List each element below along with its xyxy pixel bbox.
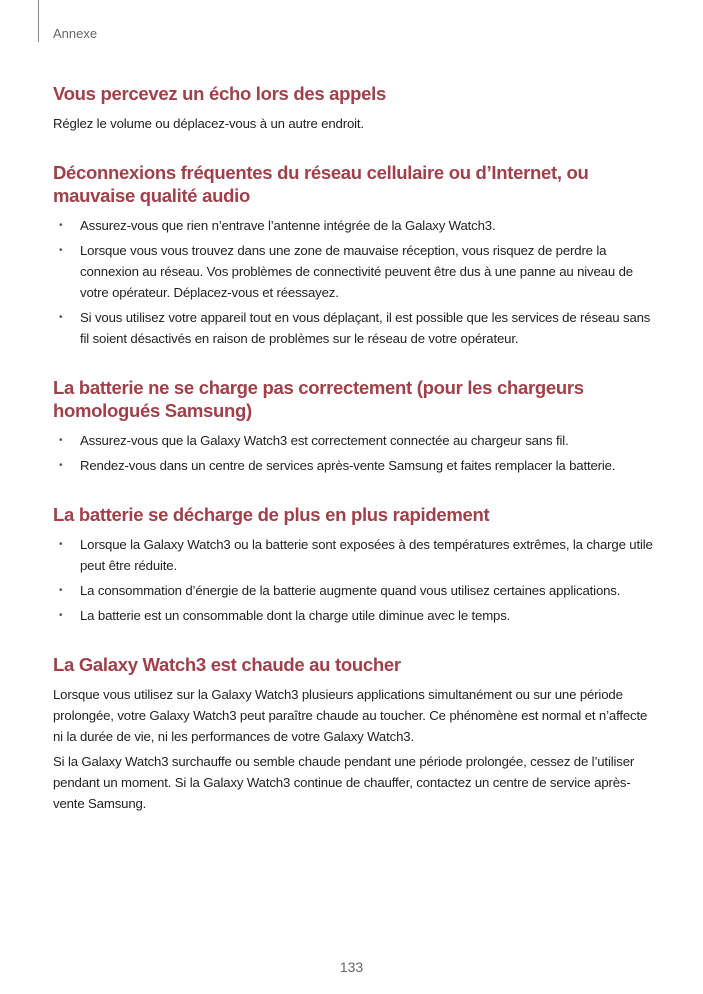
list-item: • Si vous utilisez votre appareil tout en vous déplaçant, il est possible que les services de réseau sans fil soient désactivés en raison de problèmes sur le réseau de votre opérateur.	[53, 307, 658, 349]
section-paragraph: Lorsque vous utilisez sur la Galaxy Watch3 plusieurs applications simultanément ou sur une période prolongée, votre Galaxy Watch3 peut paraître chaude au toucher. Ce phénomène est normal et n’affecte ni la durée de vie, ni les performances de votre Galaxy Watch3.	[53, 687, 648, 744]
list-item: • Rendez-vous dans un centre de services après-vente Samsung et faites remplacer la batterie.	[53, 455, 658, 476]
header-rule	[38, 0, 39, 42]
bullet-list	[53, 534, 658, 626]
bullet-list	[53, 430, 658, 476]
list-item: • La batterie est un consommable dont la charge utile diminue avec le temps.	[53, 605, 658, 626]
section-title: La batterie se décharge de plus en plus rapidement	[53, 504, 490, 525]
section-title: Vous percevez un écho lors des appels	[53, 83, 386, 104]
bullet-icon: •	[59, 220, 63, 231]
section-network	[53, 161, 658, 349]
section-drain	[53, 503, 658, 626]
section-paragraph: Si la Galaxy Watch3 surchauffe ou semble chaude pendant une période prolongée, cessez de l’utiliser pendant un moment. Si la Galaxy Watch3 continue de chauffer, contactez un centre de service après-vente Samsung.	[53, 754, 635, 811]
section-title: Déconnexions fréquentes du réseau cellulaire ou d’Internet, ou mauvaise qualité audio	[53, 162, 589, 206]
section-title: La Galaxy Watch3 est chaude au toucher	[53, 654, 401, 675]
bullet-icon: •	[59, 539, 63, 550]
section-hot	[53, 653, 658, 814]
bullet-icon: •	[59, 312, 63, 323]
section-paragraph: Réglez le volume ou déplacez-vous à un autre endroit.	[53, 116, 364, 131]
bullet-icon: •	[59, 610, 63, 621]
list-item: • Lorsque la Galaxy Watch3 ou la batterie sont exposées à des températures extrêmes, la charge utile peut être réduite.	[53, 534, 658, 576]
bullet-icon: •	[59, 245, 63, 256]
bullet-icon: •	[59, 585, 63, 596]
page-number: 133	[339, 959, 364, 975]
bullet-list	[53, 215, 658, 349]
section-echo	[53, 82, 658, 134]
section-title: La batterie ne se charge pas correctement (pour les chargeurs homologués Samsung)	[53, 377, 584, 421]
list-item: • Assurez-vous que rien n’entrave l’antenne intégrée de la Galaxy Watch3.	[53, 215, 658, 236]
section-charging	[53, 376, 658, 476]
bullet-icon: •	[59, 435, 63, 446]
bullet-icon: •	[59, 460, 63, 471]
list-item: • Assurez-vous que la Galaxy Watch3 est correctement connectée au chargeur sans fil.	[53, 430, 658, 451]
list-item: • Lorsque vous vous trouvez dans une zone de mauvaise réception, vous risquez de perdre la connexion au réseau. Vos problèmes de connectivité peuvent être dus à une panne au niveau de votre opérateur. Déplacez-vous et réessayez.	[53, 240, 658, 303]
page-content	[53, 82, 658, 841]
list-item: • La consommation d’énergie de la batterie augmente quand vous utilisez certaines applications.	[53, 580, 658, 601]
running-header: Annexe	[53, 26, 98, 41]
